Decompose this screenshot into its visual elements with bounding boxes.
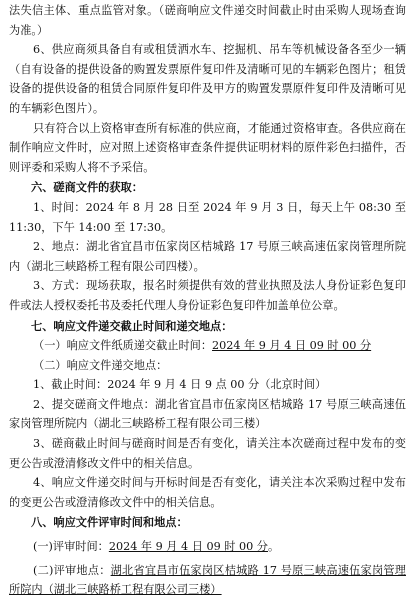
paragraph-review-place (9, 561, 406, 600)
review-time-date: 2024 年 9 月 4 日 09 时 00 分 (108, 540, 268, 554)
paragraph-review-time (9, 537, 406, 557)
paragraph-deadline-time: 1、截止时间：2024 年 9 月 4 日 9 点 00 分（北京时间） (33, 378, 327, 392)
paragraph-submission-place-heading: （二）响应文件递交地点： (33, 358, 168, 372)
review-time-label: (一)评审时间： (33, 540, 109, 554)
review-place-address: 湖北省宜昌市伍家岗区桔城路 17 号原三峡高速伍家岗管理所院内（湖北三峡路桥工程有限公司三楼） (9, 563, 406, 597)
paragraph-acquire-method: 3、方式：现场获取，报名时须提供有效的营业执照及法人身份证彩色复印件或法人授权委托书及委托代理人身份证彩色复印件加盖单位公章。 (9, 279, 406, 312)
paragraph-deadline-change: 3、磋商截止时间与磋商时间是否有变化，请关注本次磋商过程中发布的变更公告或澄清修改文件中的相关信息。 (9, 437, 406, 470)
review-place-label: (二)评审地点： (33, 563, 111, 577)
paragraph-equipment-requirement: 6、供应商须具备自有或租赁洒水车、挖掘机、吊车等机械设备各至少一辆（自有设备的提供设备的购置发票原件复印件及清晰可见的车辆彩色图片；租赁设备的提供设备的租赁合同原件复印件及甲方的购置发票原件复印件及清晰可见的车辆彩色图片）。 (9, 43, 406, 115)
section-heading-7: 七、响应文件递交截止时间和递交地点： (31, 318, 233, 333)
paragraph-acquire-time: 1、时间：2024 年 8 月 28 日至 2024 年 9 月 3 日，每天上午 08:30 至 11:30，下午 14:00 至 17:30。 (9, 200, 406, 234)
submission-deadline-label: （一）响应文件纸质递交截止时间： (33, 339, 213, 353)
section-heading-6: 六、磋商文件的获取： (31, 180, 143, 195)
paragraph-submission-place: 2、提交磋商文件地点：湖北省宜昌市伍家岗区桔城路 17 号原三峡高速伍家岗管理所院内（湖北三峡路桥工程有限公司三楼） (9, 397, 406, 431)
review-time-end: 。 (267, 540, 280, 554)
section-heading-8: 八、响应文件评审时间和地点： (31, 515, 188, 530)
submission-deadline-date: 2024 年 9 月 4 日 09 时 00 分 (212, 339, 372, 353)
paragraph-opening-change: 4、响应文件递交时间与开标时间是否有变化，请关注本次采购过程中发布的变更公告或澄清修改文件中的相关信息。 (9, 476, 406, 509)
paragraph-qualification-review: 只有符合以上资格审查所有标准的供应商，才能通过资格审查。各供应商在制作响应文件时，应对照上述资格审查条件提供证明材料的原件彩色扫描件，否则评委和采购人将不予采信。 (9, 121, 406, 174)
paragraph-acquire-place: 2、地点：湖北省宜昌市伍家岗区桔城路 17 号原三峡高速伍家岗管理所院内（湖北三峡路桥工程有限公司四楼）。 (9, 240, 406, 273)
paragraph-submission-deadline (9, 336, 406, 356)
paragraph-credit-note: 法失信主体、重点监管对象。（磋商响应文件递交时间截止时由采购人现场查询为准。） (9, 4, 406, 37)
